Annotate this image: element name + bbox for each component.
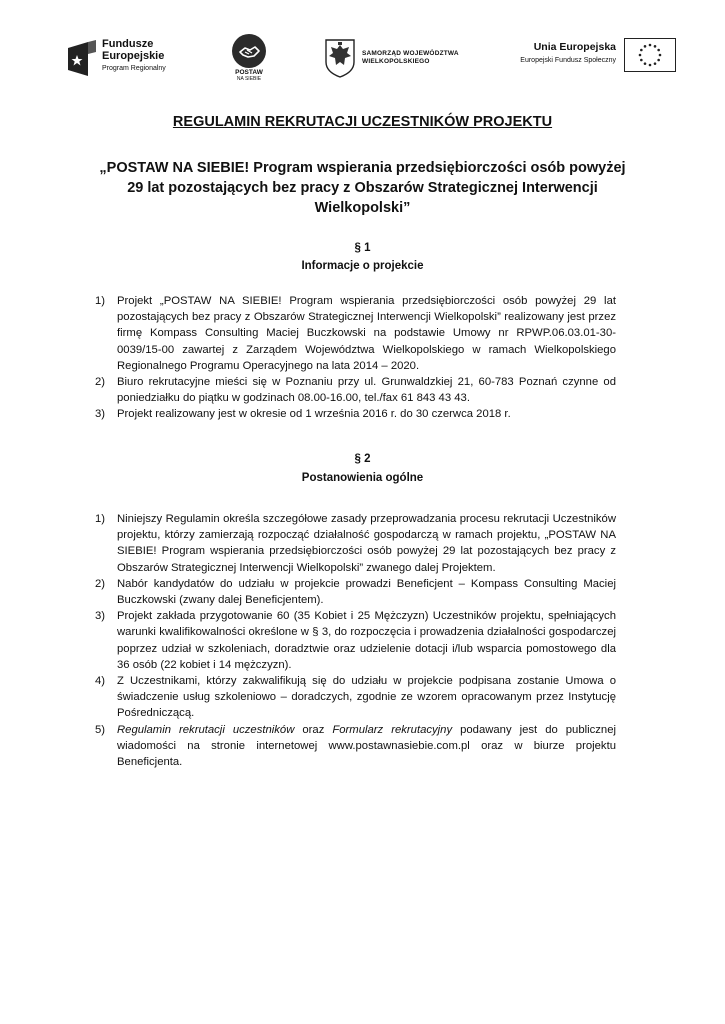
samorzad-line2: WIELKOPOLSKIEGO: [362, 58, 430, 65]
eu-star: [644, 45, 647, 48]
project-title: „POSTAW NA SIEBIE! Program wspierania przedsiębiorczości osób powyżej 29 lat pozostających bez pracy z Obszarów Strategicznej Interwencji Wielkopolski”: [99, 160, 626, 216]
eu-star: [640, 49, 643, 52]
section-2-name: Postanowienia ogólne: [301, 472, 424, 484]
list-item: [95, 576, 616, 608]
eagle-crest-icon: [324, 38, 356, 78]
item-number: 1): [95, 513, 106, 525]
item-number: 1): [95, 295, 106, 307]
section-2-number: § 2: [354, 453, 371, 465]
eu-star: [657, 59, 660, 62]
item-italic-formularz: Formularz rekrutacyjny: [332, 723, 453, 736]
eu-flag-icon: [624, 38, 676, 72]
item-number: 3): [95, 610, 106, 623]
fundusze-line1: Fundusze: [102, 38, 154, 50]
item-number: 2): [95, 376, 106, 389]
item-number: 3): [95, 408, 106, 421]
eu-star: [639, 54, 642, 57]
eu-star: [649, 64, 652, 67]
list-item: [95, 673, 616, 722]
list-item: [95, 722, 616, 771]
section-2-list: [95, 511, 616, 770]
list-item: [95, 293, 616, 374]
item-text: Projekt „POSTAW NA SIEBIE! Program wspierania przedsiębiorczości osób powyżej 29 lat pozostających bez pracy z Obszarów Strategicznej Interwencji Wielkopolski” realizowany jest przez firmę Kompass Consulting Maciej Buczkowski na podstawie Umowy nr RPWP.06.03.01-30-0039/15-00 zawartej z Zarządem Województwa Wielkopolskiego w ramach Wielkopolskiego Regionalnego Programu Operacyjnego na lata 2014 – 2020.: [117, 295, 616, 372]
eu-star: [644, 62, 647, 65]
item-text: Z Uczestnikami, którzy zakwalifikują się do udziału w projekcie podpisana zostanie Umowa o świadczenie usług szkoleniowo – doradczych, zgodnie ze wzorem opracowanym przez Instytucję Pośredniczącą.: [117, 675, 616, 720]
list-item: [95, 511, 616, 576]
handshake-icon: [232, 34, 266, 68]
postaw-line2: NA SIEBIE: [236, 76, 262, 82]
item-number: 2): [95, 577, 106, 590]
list-item: [95, 374, 616, 406]
item-text-rest: podawany jest do publicznej wiadomości na stronie internetowej www.postawnasiebie.com.pl oraz w biurze projektu Beneficjenta.: [117, 723, 616, 769]
item-number: 5): [95, 723, 106, 736]
ue-line2: Europejski Fundusz Społeczny: [520, 57, 616, 64]
item-number: 4): [95, 675, 106, 688]
ue-line1: Unia Europejska: [533, 41, 616, 53]
eu-star: [640, 59, 643, 62]
item-text: Niniejszy Regulamin określa szczegółowe zasady przeprowadzania procesu rekrutacji Uczestników projektu, którzy zamierzają rozpocząć działalność gospodarczą w ramach projektu, „POSTAW NA SIEBIE! Program wspierania przedsiębiorczości osób powyżej 29 lat pozostających bez pracy z Obszarów Strategicznej Interwencji Wielkopolski” zwanego dalej Projektem.: [117, 513, 616, 574]
item-text: Nabór kandydatów do udziału w projekcie prowadzi Beneficjent – Kompass Consulting Maciej Buczkowski (zwany dalej Beneficjentem).: [117, 577, 616, 607]
list-item: [95, 406, 616, 422]
fundusze-line3: Program Regionalny: [102, 65, 166, 72]
item-italic-regulamin: Regulamin rekrutacji uczestników: [117, 723, 295, 736]
document-title: REGULAMIN REKRUTACJI UCZESTNIKÓW PROJEKTU: [172, 114, 553, 130]
section-1-number: § 1: [354, 242, 371, 254]
list-item: [95, 608, 616, 673]
section-1-list: [95, 293, 616, 423]
eu-star: [657, 49, 660, 52]
postaw-line1: POSTAW: [235, 69, 263, 76]
postaw-na-siebie-logo: [229, 34, 269, 84]
item-text: Projekt realizowany jest w okresie od 1 września 2016 r. do 30 czerwca 2018 r.: [117, 408, 511, 421]
fundusze-europejskie-logo: [68, 38, 188, 84]
item-text: Projekt zakłada przygotowanie 60 (35 Kobiet i 25 Mężczyzn) Uczestników projektu, spełniających warunki kwalifikowalności określone w § 3, do rozpoczęcia i prowadzenia działalności gospodarczej poprzez udział w szkoleniach, doradztwie oraz udzielenie dotacji i/lub wsparcia pomostowego dla 36 osób (22 kobiet i 14 mężczyzn).: [117, 610, 616, 671]
eu-star: [654, 45, 657, 48]
eu-star: [649, 44, 652, 47]
item-text: Biuro rekrutacyjne mieści się w Poznaniu przy ul. Grunwaldzkiej 21, 60-783 Poznań czynne od poniedziałku do piątku w godzinach 08.00-16.00, tel./fax 61 843 43 43.: [117, 376, 616, 405]
samorzad-wojewodztwa-logo: [324, 38, 464, 78]
fundusze-star-icon: [68, 40, 96, 76]
eu-star: [659, 54, 662, 57]
unia-europejska-logo: [500, 38, 676, 74]
fundusze-line2: Europejskie: [102, 50, 165, 62]
item-text-mid: oraz: [294, 723, 333, 736]
section-1-name: Informacje o projekcie: [301, 260, 424, 272]
samorzad-line1: SAMORZĄD WOJEWÓDZTWA: [362, 50, 459, 57]
eu-star: [654, 62, 657, 65]
